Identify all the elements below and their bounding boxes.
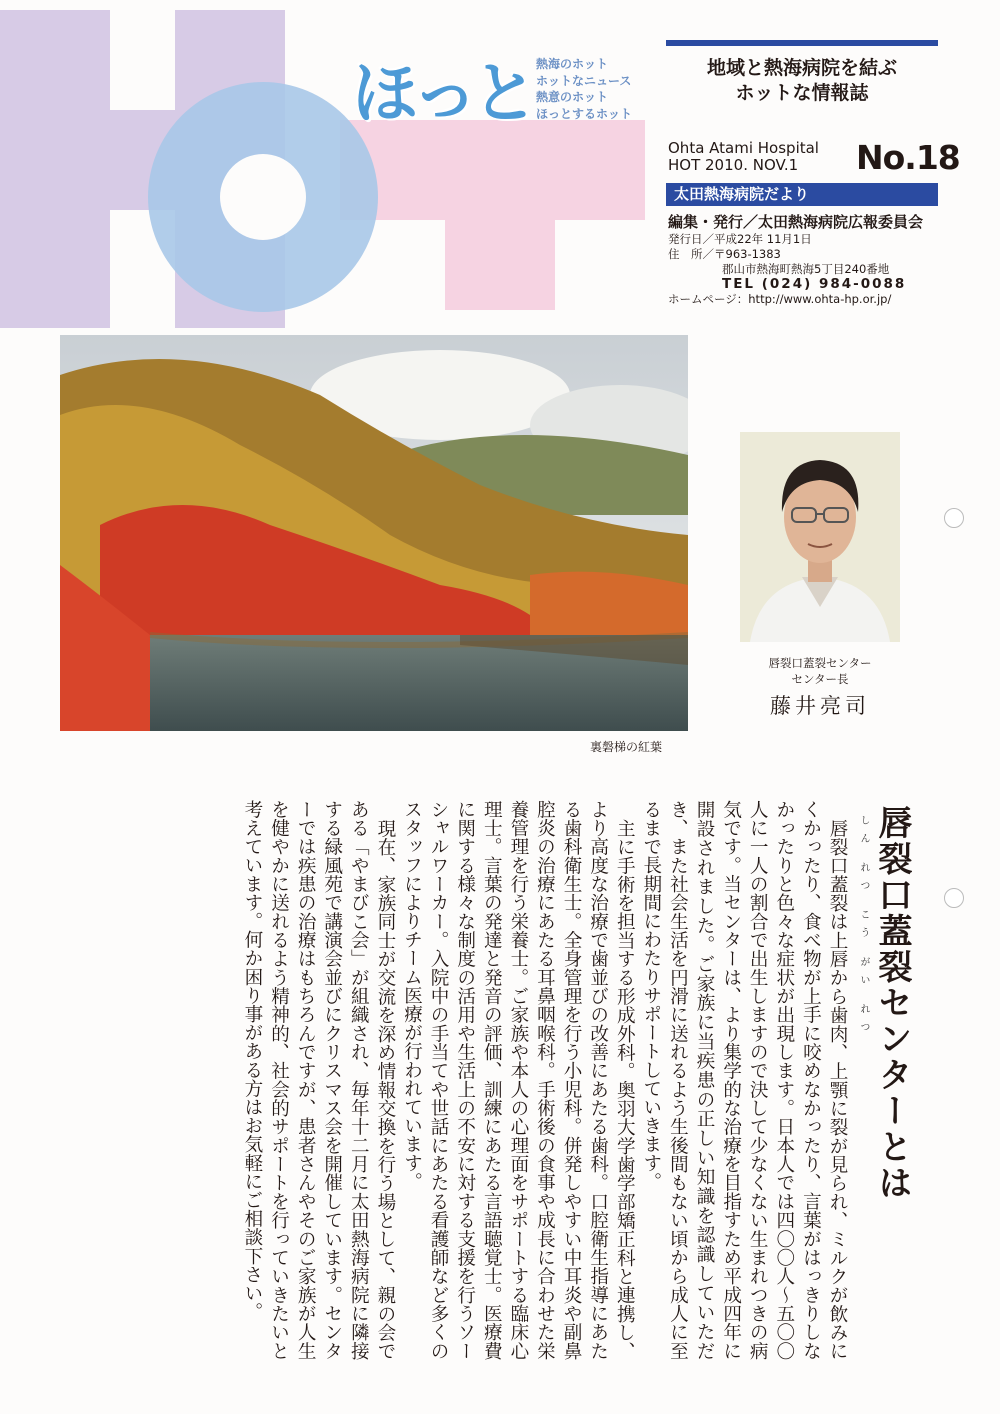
slogan: 熱海のホット bbox=[536, 57, 609, 71]
slogan: ほっとするホット bbox=[536, 106, 633, 121]
binder-hole bbox=[944, 888, 964, 908]
autumn-landscape-photo bbox=[60, 335, 688, 731]
director-name: 藤井亮司 bbox=[770, 694, 870, 718]
tagline-line: ホットな情報誌 bbox=[735, 82, 869, 104]
tagline bbox=[666, 56, 938, 106]
director-title bbox=[740, 655, 900, 687]
header-rule bbox=[666, 40, 938, 46]
photo-caption: 裏磐梯の紅葉 bbox=[590, 740, 663, 754]
hospital-name: Ohta Atami Hospital bbox=[668, 139, 819, 157]
logo-letter-o-hole bbox=[220, 154, 306, 240]
tagline-line: 地域と熱海病院を結ぶ bbox=[706, 57, 897, 79]
slogan: ホットなニュース bbox=[536, 73, 632, 88]
binder-hole bbox=[944, 508, 964, 528]
issue-number: No.18 bbox=[856, 138, 960, 177]
editor: 編集・発行／太田熱海病院広報委員会 bbox=[668, 213, 924, 231]
director-title-line: 唇裂口蓋裂センター bbox=[768, 656, 872, 670]
logo-letter-t-stem bbox=[445, 120, 555, 310]
website[interactable]: ホームページ：http://www.ohta-hp.or.jp/ bbox=[668, 292, 892, 306]
headline-ruby: しん れつ こう がい れつ bbox=[858, 815, 869, 1040]
director-title-line: センター長 bbox=[791, 672, 849, 686]
publisher-info bbox=[668, 212, 923, 307]
slogans bbox=[536, 56, 632, 122]
address-label: 住 所／〒963-1383 bbox=[668, 247, 781, 261]
article-headline: 唇裂口蓋裂センターとは bbox=[872, 805, 912, 1201]
landscape-illustration bbox=[60, 335, 688, 731]
slogan: 熱意のホット bbox=[536, 90, 609, 104]
address: 郡山市熱海町熱海5丁目240番地 bbox=[722, 262, 890, 276]
director-portrait bbox=[740, 432, 900, 642]
hotto-logo: ほっと bbox=[352, 55, 532, 132]
publish-date: 発行日／平成22年 11月1日 bbox=[668, 232, 812, 246]
article-body bbox=[60, 800, 850, 1360]
article-paragraph: 唇裂口蓋裂は上唇から歯肉、上顎に裂が見られ、ミルクが飲みにくかったり、食べ物が上手に咬めなかったり、言葉がはっきりしなかったりと色々な症状が出現します。日本人では四〇〇人～五〇〇人に一人の割合で出生しますので決して少なくない生まれつきの病気です。当センターは、より集学的な治療を目指すため平成四年に開設されました。ご家族に当疾患の正しい知識を認識していただき、また社会生活を円滑に送れるよう生後間もない頃から成人に至るまで長期間にわたりサポートしていきます。 bbox=[640, 800, 848, 1360]
hospital-name-en bbox=[668, 140, 819, 174]
issue-date: HOT 2010. NOV.1 bbox=[668, 156, 799, 174]
article-paragraph: 主に手術を担当する形成外科。奥羽大学歯学部矯正科と連携し、より高度な治療で歯並びの改善にあたる歯科。口腔衛生指導にあたる歯科衛生士。全身管理を行う小児科。併発しやすい中耳炎や副鼻腔炎の治療にあたる耳鼻咽喉科。手術後の食事や成長に合わせた栄養管理を行う栄養士。ご家族や本人の心理面をサポートする臨床心理士。言葉の発達と発音の評価、訓練にあたる言語聴覚士。医療費に関する様々な制度の活用や生活上の不安に対する支援を行うソーシャルワーカー。入院中の手当てや世話にあたる看護師など多くのスタッフによりチーム医療が行われています。 bbox=[401, 800, 636, 1360]
portrait-illustration bbox=[740, 432, 900, 642]
telephone: TEL (024) 984-0088 bbox=[722, 276, 907, 292]
article-paragraph: 現在、家族同士が交流を深め情報交換を行う場として、親の会である「やまびこ会」が組織され、毎年十二月に太田熱海病院に隣接する緑風苑で講演会並びにクリスマス会を開催しています。センターでは疾患の治療はもちろんですが、患者さんやそのご家族が人生を健やかに送れるよう精神的、社会的サポートを行っていきたいと考えています。何か困り事がある方はお気軽にご相談下さい。 bbox=[241, 800, 396, 1360]
newsletter-name: 太田熱海病院だより bbox=[666, 183, 938, 206]
